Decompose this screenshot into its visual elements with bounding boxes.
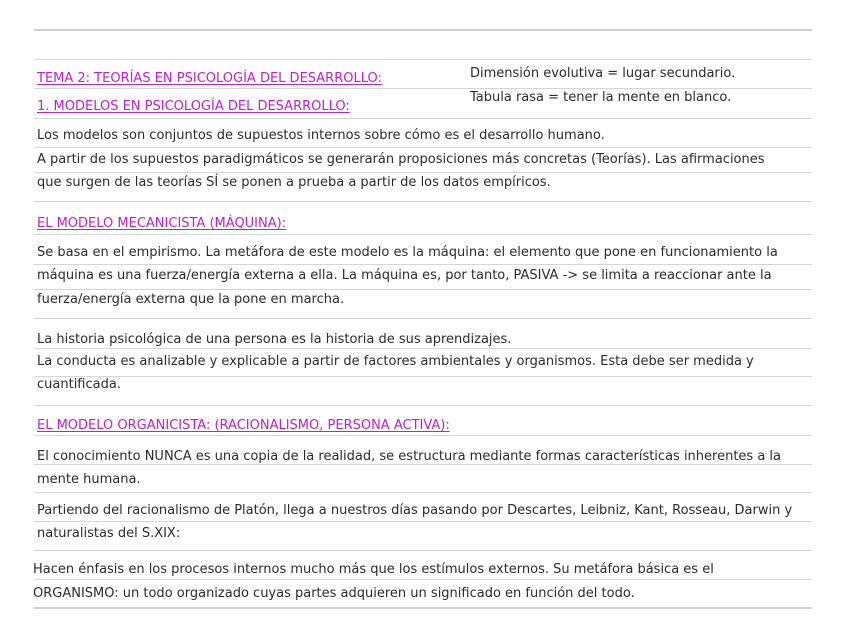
ruled-line — [34, 147, 812, 148]
ruled-line — [34, 579, 812, 580]
text-line: A partir de los supuestos paradigmáticos se generarán proposiciones más concretas (Teorías). Las afirmaciones — [37, 152, 765, 167]
ruled-line — [34, 318, 812, 319]
ruled-line — [34, 59, 812, 60]
text-line: mente humana. — [37, 472, 141, 487]
text-line: que surgen de las teorías SÍ se ponen a prueba a partir de los datos empíricos. — [37, 175, 551, 190]
ruled-line — [34, 550, 812, 551]
text-line: cuantificada. — [37, 377, 121, 392]
side-note: Tabula rasa = tener la mente en blanco. — [470, 90, 732, 105]
ruled-line — [34, 118, 812, 119]
ruled-line — [34, 521, 812, 522]
ruled-line — [34, 405, 812, 406]
text-line: La conducta es analizable y explicable a partir de factores ambientales y organismos. Esta debe ser medida y — [37, 354, 754, 369]
text-line: máquina es una fuerza/energía externa a ella. La máquina es, por tanto, PASIVA -> se limita a reaccionar ante la — [37, 268, 772, 283]
ruled-line — [34, 464, 812, 465]
heading-tema: TEMA 2: TEORÍAS EN PSICOLOGÍA DEL DESARROLLO: — [37, 71, 382, 86]
text-line: El conocimiento NUNCA es una copia de la realidad, se estructura mediante formas características inherentes a la — [37, 449, 782, 464]
ruled-line — [34, 201, 812, 202]
heading-organicista: EL MODELO ORGANICISTA: (RACIONALISMO, PERSONA ACTIVA): — [37, 418, 450, 433]
text-line: Hacen énfasis en los procesos internos mucho más que los estímulos externos. Su metáfora básica es el — [33, 562, 714, 577]
ruled-line — [34, 172, 812, 173]
ruled-line — [34, 264, 812, 265]
ruled-line — [34, 435, 812, 436]
ruled-line — [34, 29, 812, 31]
ruled-line — [34, 492, 812, 493]
ruled-line — [34, 88, 812, 89]
ruled-line — [34, 376, 812, 377]
side-note: Dimensión evolutiva = lugar secundario. — [470, 66, 736, 81]
heading-mecanicista: EL MODELO MECANICISTA (MÁQUINA): — [37, 216, 287, 231]
ruled-line — [34, 289, 812, 290]
ruled-line — [34, 607, 812, 609]
text-line: ORGANISMO: un todo organizado cuyas partes adquieren un significado en función del todo. — [33, 586, 635, 601]
text-line: Se basa en el empirismo. La metáfora de este modelo es la máquina: el elemento que pone en funcionamiento la — [37, 245, 778, 260]
text-line: Partiendo del racionalismo de Platón, llega a nuestros días pasando por Descartes, Leibniz, Kant, Rosseau, Darwin y — [37, 503, 793, 518]
text-line: La historia psicológica de una persona es la historia de sus aprendizajes. — [37, 332, 512, 347]
text-line: naturalistas del S.XIX: — [37, 526, 181, 541]
heading-modelos: 1. MODELOS EN PSICOLOGÍA DEL DESARROLLO: — [37, 99, 350, 114]
ruled-line — [34, 348, 812, 349]
text-line: fuerza/energía externa que la pone en marcha. — [37, 292, 345, 307]
text-line: Los modelos son conjuntos de supuestos internos sobre cómo es el desarrollo humano. — [37, 128, 605, 143]
ruled-line — [34, 234, 812, 235]
